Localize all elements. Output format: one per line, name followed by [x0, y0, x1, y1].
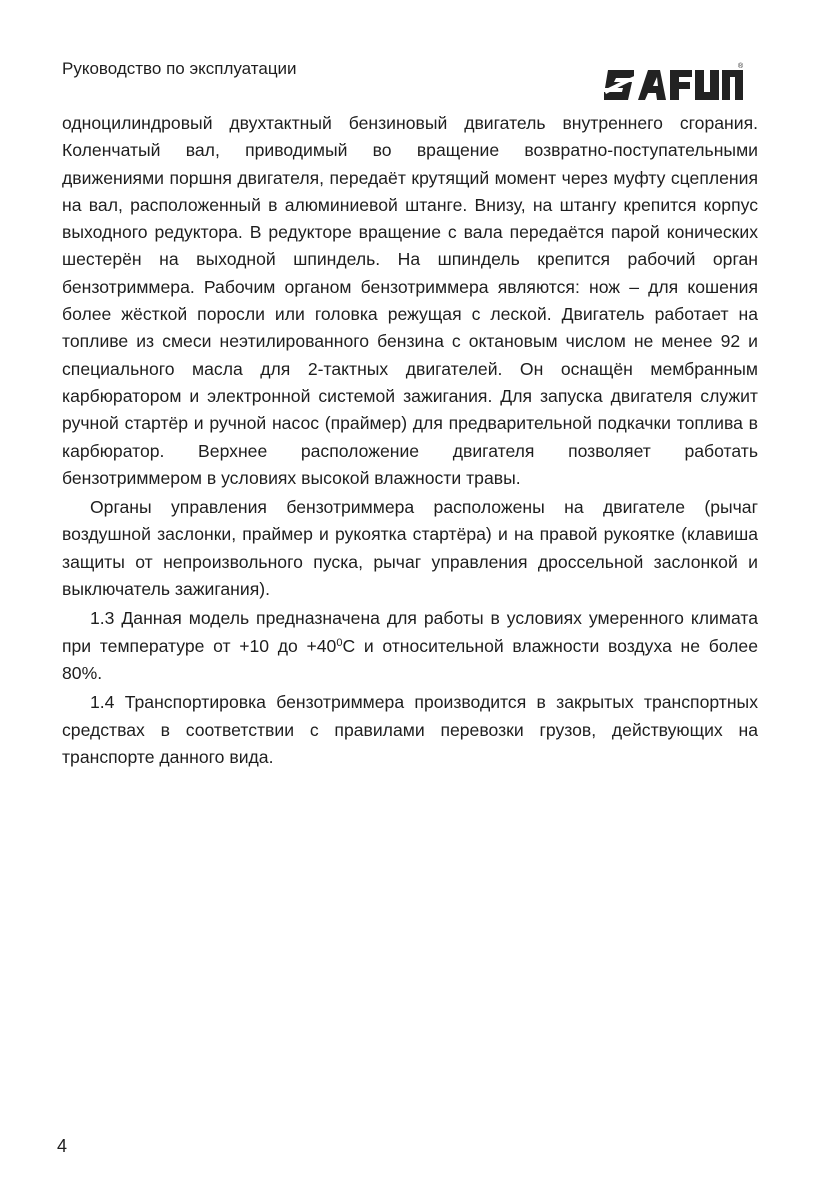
- manual-title: Руководство по эксплуатации: [62, 59, 297, 78]
- climate-text-start: 1.3 Данная модель предназначена для работы в условиях умеренного климата при температуре от +10 до +40: [62, 608, 758, 656]
- paragraph-1-3-climate: [62, 605, 758, 687]
- climate-text-end: С и относительной влажности воздуха не более 80%.: [62, 635, 759, 683]
- manual-body: [62, 110, 758, 771]
- paragraph-1-4-transport: 1.4 Транспортировка бензотриммера производится в закрытых транспортных средствах в соответствии с правилами перевозки грузов, действующих на транспорте данного вида.: [62, 692, 758, 767]
- registered-mark: ®: [738, 63, 744, 70]
- paragraph-engine-description: одноцилиндровый двухтактный бензиновый двигатель внутреннего сгорания. Коленчатый вал, приводимый во вращение возвратно-поступательными движениями поршня двигателя, передаёт крутящий момент через муфту сцепления на вал, расположенный в алюминиевой штанге. Внизу, на штангу крепится корпус выходного редуктора. В редукторе вращение с вала передаётся парой конических шестерён на выходной шпиндель. На шпиндель крепится рабочий орган бензотриммера. Рабочим органом бензотриммера являются: нож – для кошения более жёсткой поросли или головка режущая с леской. Двигатель работает на топливе из смеси неэтилированного бензина с октановым числом не менее 92 и специального масла для 2-тактных двигателей. Он оснащён мембранным карбюратором и электронной системой зажигания. Для запуска двигателя служит ручной стартёр и ручной насос (праймер) для предварительной подкачки топлива в карбюратор. Верхнее расположение двигателя позволяет работать бензотриммером в условиях высокой влажности травы.: [62, 113, 758, 488]
- paragraph-controls: Органы управления бензотриммера расположены на двигателе (рычаг воздушной заслонки, праймер и рукоятка стартёра) и на правой рукоятке (клавиша защиты от непроизвольного пуска, рычаг управления дроссельной заслонкой и выключатель зажигания).: [62, 497, 758, 600]
- page-number: 4: [57, 1136, 68, 1156]
- degree-superscript: 0: [336, 636, 343, 649]
- safun-logo: [604, 60, 744, 104]
- safun-logo-mark: [604, 70, 743, 100]
